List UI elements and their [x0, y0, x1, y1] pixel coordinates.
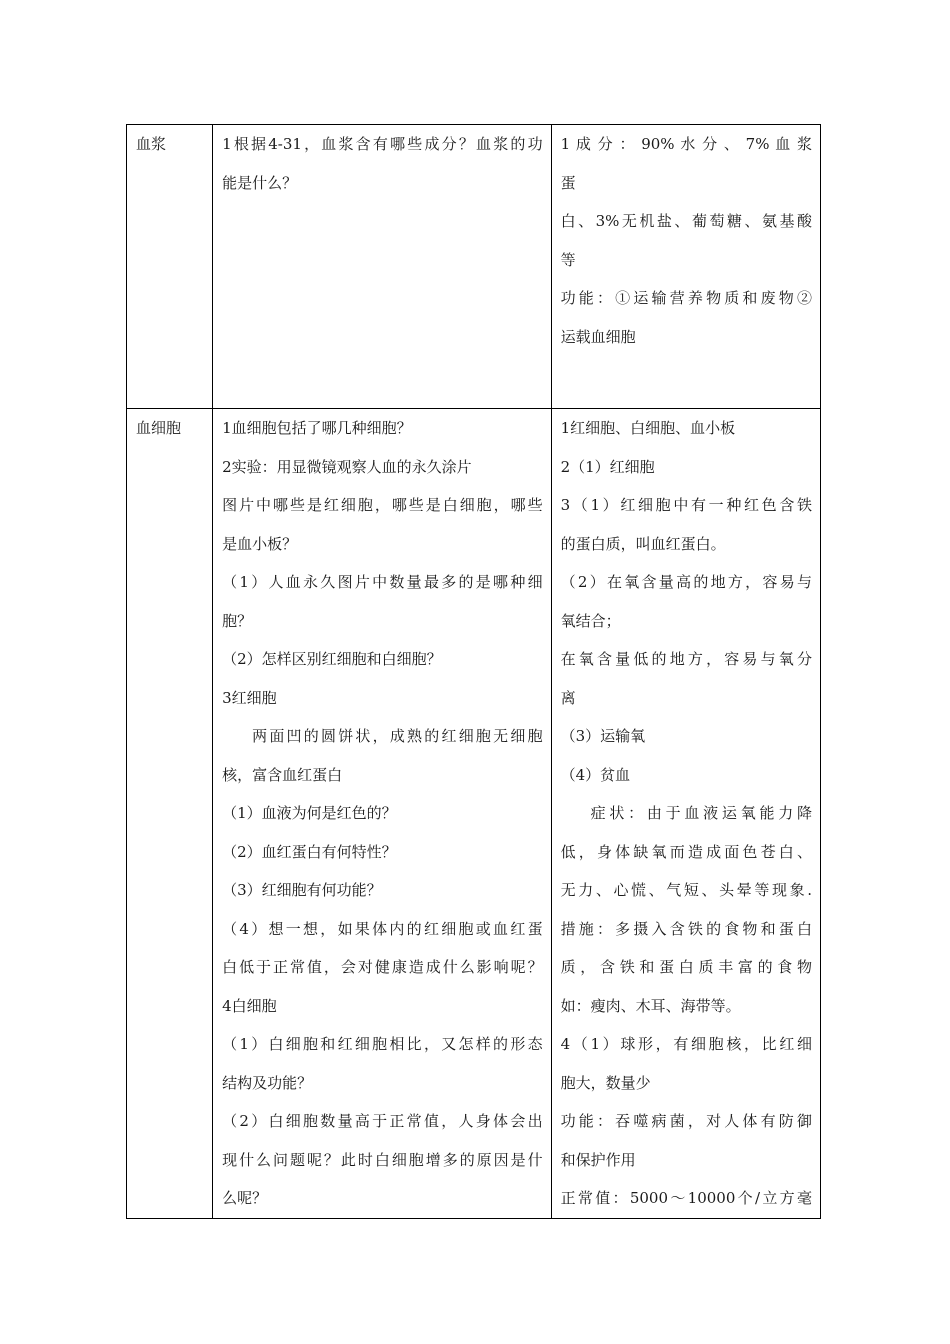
question-line: 1根据4-31，血浆含有哪些成分？血浆的功 [222, 135, 543, 153]
question-line: 能是什么？ [222, 173, 298, 192]
question-line: （2）血红蛋白有何特性？ [222, 842, 397, 861]
question-line: 4白细胞 [222, 996, 277, 1015]
answer-line: 在氧含量低的地方，容易与氧分 [560, 650, 812, 668]
question-line: 现什么问题呢？此时白细胞增多的原因是什 [222, 1150, 543, 1169]
question-line: 胞？ [222, 611, 253, 630]
question-cell [213, 125, 551, 409]
answer-line: 等 [560, 250, 576, 269]
question-line: 1血细胞包括了哪几种细胞？ [222, 419, 412, 437]
answer-line: 运载血细胞 [560, 327, 636, 346]
answer-line: 4（1）球形，有细胞核，比红细 [560, 1035, 812, 1053]
answer-line: 离 [560, 688, 576, 707]
question-line: 是血小板？ [222, 534, 298, 553]
question-line: 图片中哪些是红细胞，哪些是白细胞，哪些 [222, 496, 543, 514]
answer-line: 氧结合； [560, 611, 621, 630]
question-line: 两面凹的圆饼状，成熟的红细胞无细胞 [252, 727, 543, 745]
answer-cell [551, 125, 820, 409]
row-label-cell [127, 409, 213, 1219]
answer-line: 功能：吞噬病菌，对人体有防御 [560, 1112, 812, 1130]
answer-line: （4）贫血 [560, 765, 631, 784]
question-line: （1）血液为何是红色的？ [222, 804, 397, 822]
answer-line: 1 成 分 ： 90% 水 分 、 7% 血 浆 蛋 [560, 135, 812, 192]
question-line: （2）白细胞数量高于正常值，人身体会出 [222, 1112, 543, 1130]
answer-line: 如：瘦肉、木耳、海带等。 [560, 996, 741, 1015]
answer-cell [551, 409, 820, 1219]
question-line: （2）怎样区别红细胞和白细胞？ [222, 650, 442, 668]
answer-line: 2（1）红细胞 [560, 457, 655, 476]
answer-line: （3）运输氧 [560, 727, 646, 745]
question-line: （1）人血永久图片中数量最多的是哪种细 [222, 573, 543, 591]
question-line: 2实验：用显微镜观察人血的永久涂片 [222, 457, 472, 476]
answer-line: 质，含铁和蛋白质丰富的食物 [560, 958, 812, 976]
table-row [127, 125, 821, 409]
question-line: 结构及功能？ [222, 1073, 313, 1092]
answer-line: 措施：多摄入含铁的食物和蛋白 [560, 919, 812, 938]
answer-line: 症状：由于血液运氧能力降 [590, 804, 812, 822]
answer-line: 和保护作用 [560, 1150, 636, 1169]
answer-line: 1红细胞、白细胞、血小板 [560, 419, 736, 437]
answer-line: 正常值：5000～10000个/立方毫 [560, 1189, 812, 1207]
answer-line: （2）在氧含量高的地方，容易与 [560, 573, 812, 591]
question-line: 3红细胞 [222, 688, 277, 707]
answer-line: 无力、心慌、气短、头晕等现象. [560, 881, 812, 899]
row-label-cell [127, 125, 213, 409]
question-line: 核，富含血红蛋白 [222, 765, 343, 784]
content-table [126, 124, 821, 1219]
answer-line: 白、3%无机盐、葡萄糖、氨基酸 [560, 212, 812, 230]
row-label: 血浆 [136, 135, 167, 153]
table-row [127, 409, 821, 1219]
answer-line: 3（1）红细胞中有一种红色含铁 [560, 496, 812, 514]
row-label: 血细胞 [136, 419, 182, 437]
question-cell [213, 409, 551, 1219]
answer-line: 胞大，数量少 [560, 1073, 651, 1092]
question-line: 白低于正常值，会对健康造成什么影响呢？ [222, 958, 543, 976]
question-line: （3）红细胞有何功能？ [222, 881, 382, 899]
question-line: （4）想一想，如果体内的红细胞或血红蛋 [222, 919, 543, 938]
question-line: （1）白细胞和红细胞相比，又怎样的形态 [222, 1035, 543, 1053]
answer-line: 低，身体缺氧而造成面色苍白、 [560, 842, 812, 861]
answer-line: 功能：①运输营养物质和废物② [560, 289, 812, 307]
question-line: 么呢？ [222, 1189, 268, 1207]
answer-line: 的蛋白质，叫血红蛋白。 [560, 534, 726, 553]
